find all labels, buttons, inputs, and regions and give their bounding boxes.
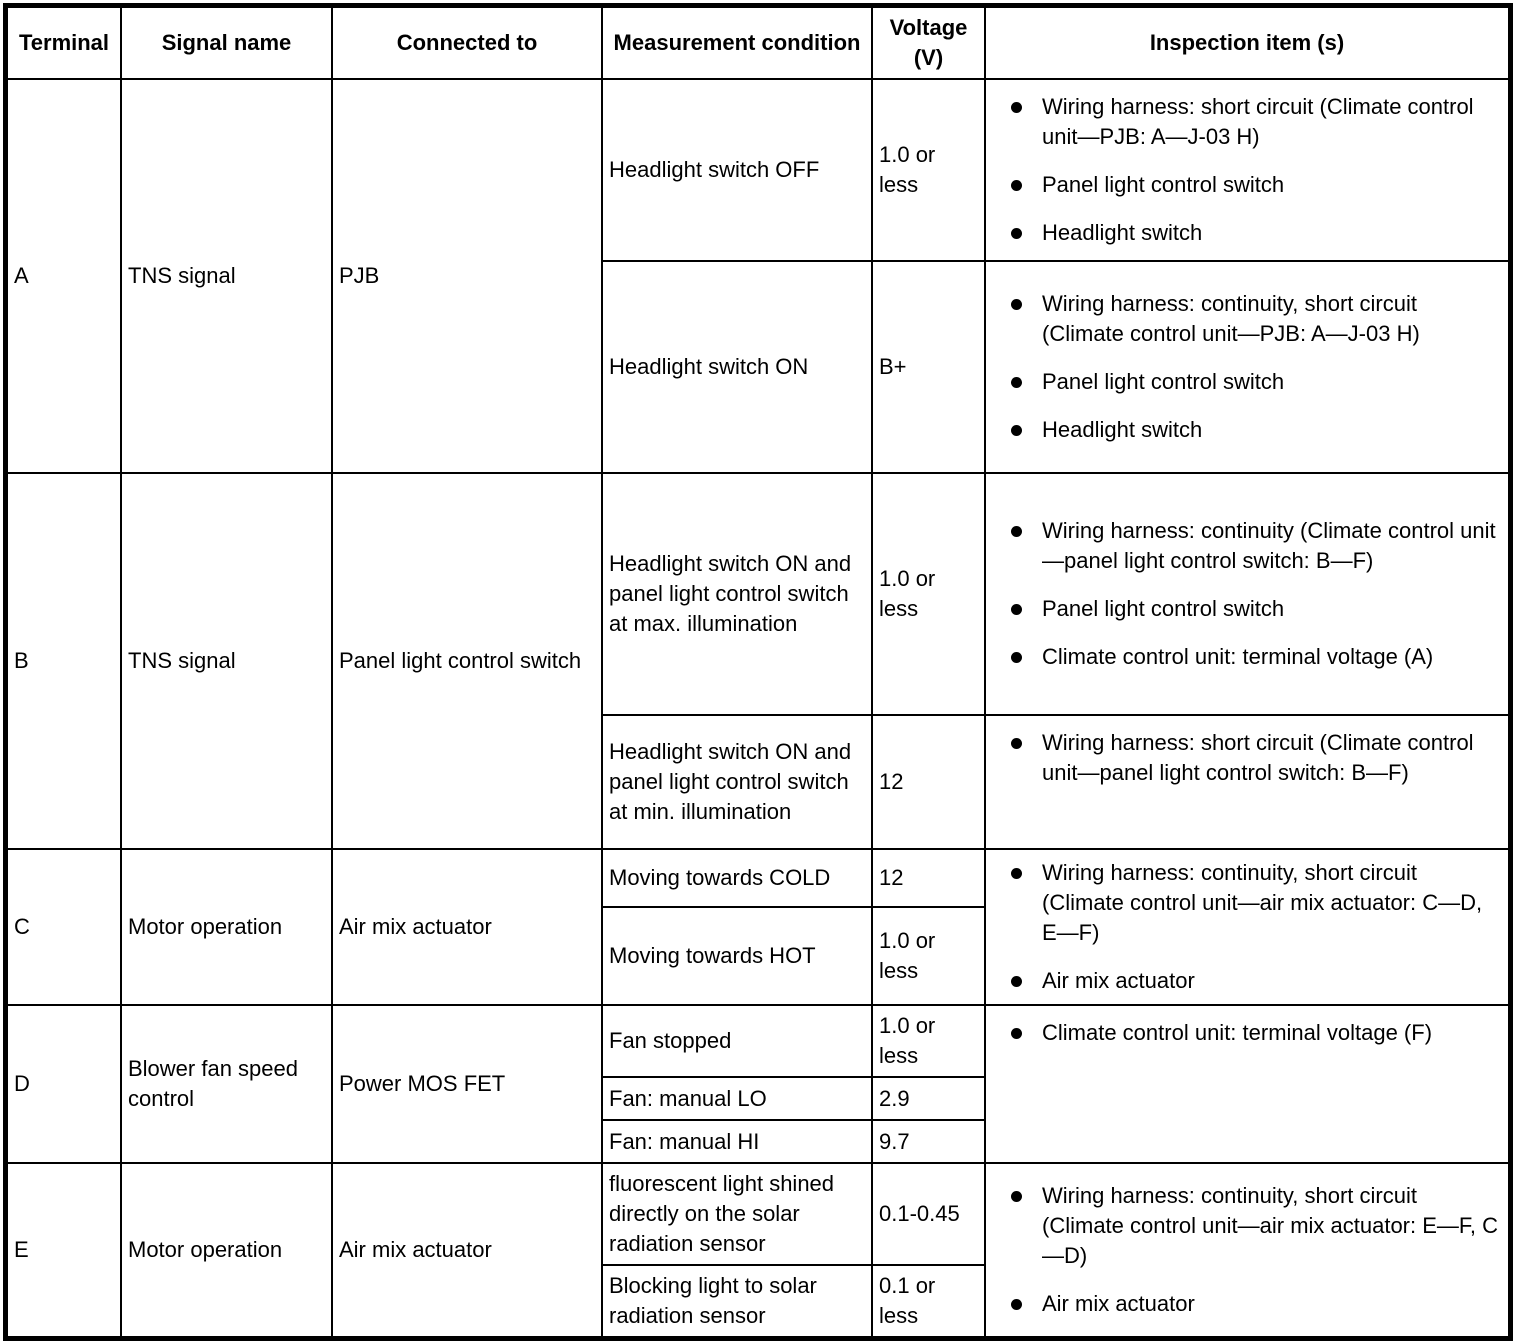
condition-cell: Fan stopped <box>602 1005 872 1077</box>
condition-cell: Moving towards COLD <box>602 849 872 907</box>
connected-to-cell: Air mix actuator <box>332 1163 602 1337</box>
inspection-item: Wiring harness: continuity, short circuit (Climate control unit—PJB: A—J-03 H) <box>1042 285 1502 353</box>
voltage-cell: 1.0 or less <box>872 79 985 261</box>
table-row <box>7 1163 1509 1265</box>
connected-to-cell: Power MOS FET <box>332 1005 602 1163</box>
inspection-cell <box>985 79 1509 261</box>
header-row <box>7 7 1509 79</box>
inspection-item: Air mix actuator <box>1042 1285 1502 1323</box>
signal-name-cell: TNS signal <box>121 473 332 849</box>
inspection-list <box>992 724 1502 792</box>
table-row <box>7 1005 1509 1077</box>
voltage-cell: 12 <box>872 849 985 907</box>
inspection-list <box>992 1014 1502 1052</box>
inspection-item: Headlight switch <box>1042 214 1502 252</box>
inspection-list <box>992 1177 1502 1323</box>
condition-cell: Headlight switch ON and panel light control switch at max. illumination <box>602 473 872 715</box>
header-measurement-condition: Measurement condition <box>602 7 872 79</box>
terminal-cell: A <box>7 79 121 473</box>
signal-name-cell: Motor operation <box>121 1163 332 1337</box>
voltage-cell: 0.1 or less <box>872 1265 985 1337</box>
inspection-list <box>992 285 1502 449</box>
voltage-cell: 1.0 or less <box>872 473 985 715</box>
inspection-item: Headlight switch <box>1042 411 1502 449</box>
voltage-cell: 1.0 or less <box>872 907 985 1005</box>
table-row <box>7 849 1509 907</box>
terminal-cell: C <box>7 849 121 1005</box>
inspection-item: Wiring harness: short circuit (Climate control unit—PJB: A—J-03 H) <box>1042 88 1502 156</box>
inspection-item: Climate control unit: terminal voltage (F) <box>1042 1014 1502 1052</box>
terminal-voltage-table <box>6 6 1510 1338</box>
condition-cell: fluorescent light shined directly on the solar radiation sensor <box>602 1163 872 1265</box>
inspection-item: Panel light control switch <box>1042 166 1502 204</box>
voltage-cell: 12 <box>872 715 985 849</box>
voltage-cell: 1.0 or less <box>872 1005 985 1077</box>
terminal-cell: D <box>7 1005 121 1163</box>
terminal-cell: B <box>7 473 121 849</box>
inspection-item: Wiring harness: continuity, short circuit (Climate control unit—air mix actuator: E—F, C—D) <box>1042 1177 1502 1275</box>
header-voltage: Voltage (V) <box>872 7 985 79</box>
voltage-cell: B+ <box>872 261 985 473</box>
table-row <box>7 473 1509 715</box>
inspection-item: Climate control unit: terminal voltage (A) <box>1042 638 1502 676</box>
connected-to-cell: Air mix actuator <box>332 849 602 1005</box>
condition-cell: Headlight switch ON and panel light control switch at min. illumination <box>602 715 872 849</box>
header-terminal: Terminal <box>7 7 121 79</box>
voltage-cell: 0.1-0.45 <box>872 1163 985 1265</box>
inspection-cell <box>985 261 1509 473</box>
condition-cell: Moving towards HOT <box>602 907 872 1005</box>
inspection-cell <box>985 1005 1509 1163</box>
condition-cell: Headlight switch OFF <box>602 79 872 261</box>
inspection-cell <box>985 473 1509 715</box>
inspection-item: Wiring harness: short circuit (Climate control unit—panel light control switch: B—F) <box>1042 724 1502 792</box>
inspection-item: Panel light control switch <box>1042 363 1502 401</box>
inspection-cell <box>985 715 1509 849</box>
inspection-item: Wiring harness: continuity (Climate control unit—panel light control switch: B—F) <box>1042 512 1502 580</box>
header-connected-to: Connected to <box>332 7 602 79</box>
header-signal-name: Signal name <box>121 7 332 79</box>
inspection-cell <box>985 1163 1509 1337</box>
inspection-item: Air mix actuator <box>1042 962 1502 1000</box>
signal-name-cell: Motor operation <box>121 849 332 1005</box>
inspection-item: Panel light control switch <box>1042 590 1502 628</box>
condition-cell: Headlight switch ON <box>602 261 872 473</box>
terminal-cell: E <box>7 1163 121 1337</box>
header-inspection-items: Inspection item (s) <box>985 7 1509 79</box>
connected-to-cell: Panel light control switch <box>332 473 602 849</box>
table-row <box>7 79 1509 261</box>
inspection-list <box>992 854 1502 1000</box>
connected-to-cell: PJB <box>332 79 602 473</box>
condition-cell: Fan: manual LO <box>602 1077 872 1120</box>
inspection-list <box>992 88 1502 252</box>
condition-cell: Fan: manual HI <box>602 1120 872 1163</box>
condition-cell: Blocking light to solar radiation sensor <box>602 1265 872 1337</box>
voltage-cell: 9.7 <box>872 1120 985 1163</box>
signal-name-cell: Blower fan speed control <box>121 1005 332 1163</box>
signal-name-cell: TNS signal <box>121 79 332 473</box>
inspection-cell <box>985 849 1509 1005</box>
inspection-list <box>992 512 1502 676</box>
voltage-cell: 2.9 <box>872 1077 985 1120</box>
inspection-item: Wiring harness: continuity, short circuit (Climate control unit—air mix actuator: C—D, E—F) <box>1042 854 1502 952</box>
